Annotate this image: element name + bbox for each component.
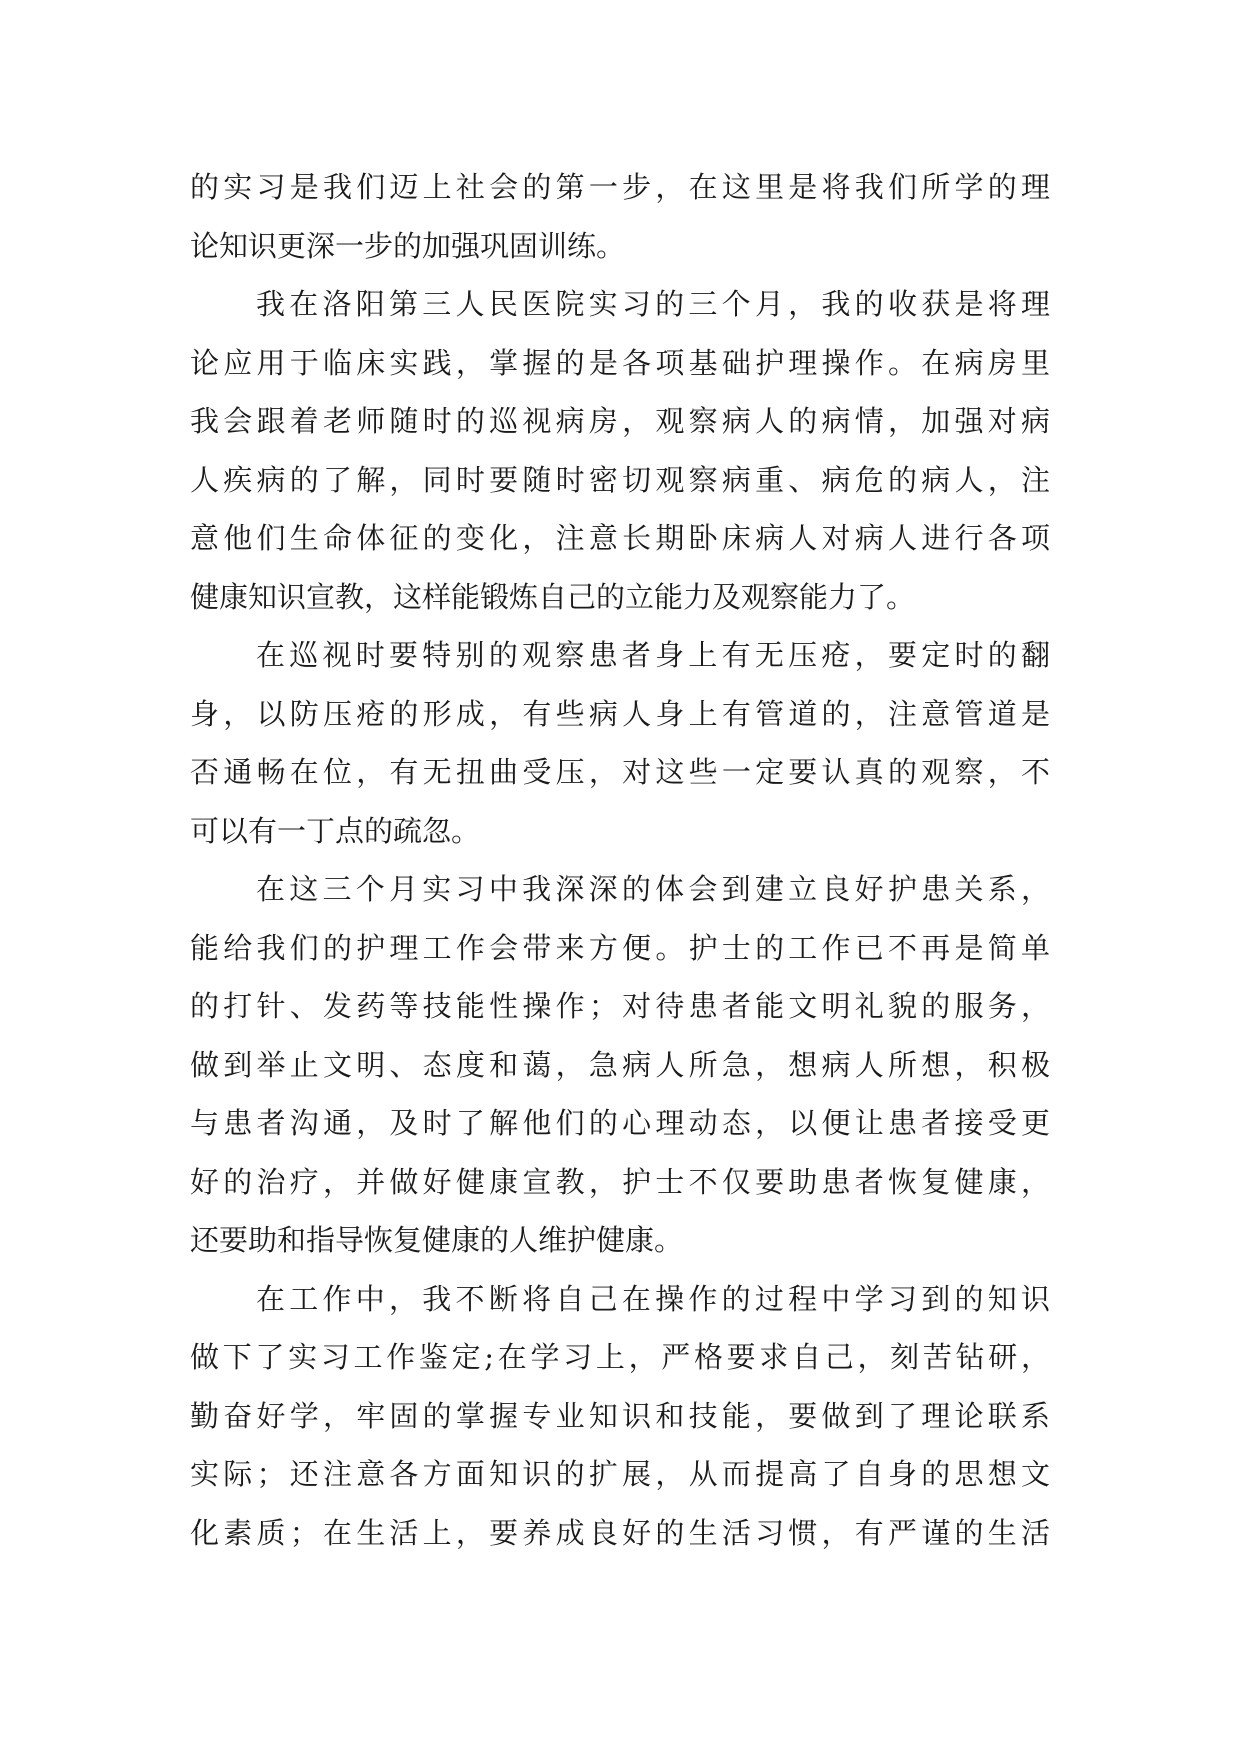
text-line: 否通畅在位，有无扭曲受压，对这些一定要认真的观察，不 <box>190 755 1050 789</box>
text-line: 的打针、发药等技能性操作；对待患者能文明礼貌的服务， <box>190 989 1050 1023</box>
text-line: 的实习是我们迈上社会的第一步，在这里是将我们所学的理 <box>190 170 1050 204</box>
text-line: 勤奋好学，牢固的掌握专业知识和技能，要做到了理论联系 <box>190 1398 1050 1433</box>
text-line: 好的治疗，并做好健康宣教，护士不仅要助患者恢复健康， <box>190 1164 1050 1199</box>
text-line: 还要助和指导恢复健康的人维护健康。 <box>190 1223 684 1257</box>
text-line: 化素质；在生活上，要养成良好的生活习惯，有严谨的生活 <box>190 1515 1050 1550</box>
text-line: 在巡视时要特别的观察患者身上有无压疮，要定时的翻 <box>256 638 1050 672</box>
text-line: 论应用于临床实践，掌握的是各项基础护理操作。在病房里 <box>190 345 1050 380</box>
text-line: 我会跟着老师随时的巡视病房，观察病人的病情，加强对病 <box>190 404 1050 438</box>
text-line: 论知识更深一步的加强巩固训练。 <box>190 228 626 263</box>
text-line: 在这三个月实习中我深深的体会到建立良好护患关系， <box>256 872 1050 906</box>
text-line: 在工作中，我不断将自己在操作的过程中学习到的知识 <box>256 1281 1050 1316</box>
text-line: 人疾病的了解，同时要随时密切观察病重、病危的病人，注 <box>190 462 1050 497</box>
text-line: 身，以防压疮的形成，有些病人身上有管道的，注意管道是 <box>190 696 1050 731</box>
text-line: 我在洛阳第三人民医院实习的三个月，我的收获是将理 <box>256 287 1050 321</box>
text-line: 做下了实习工作鉴定;在学习上，严格要求自己，刻苦钻研， <box>190 1340 1050 1374</box>
text-line: 意他们生命体征的变化，注意长期卧床病人对病人进行各项 <box>190 521 1050 555</box>
body-text <box>190 158 1050 1562</box>
text-line: 可以有一丁点的疏忽。 <box>190 813 481 848</box>
text-line: 实际；还注意各方面知识的扩展，从而提高了自身的思想文 <box>190 1457 1050 1491</box>
text-line: 做到举止文明、态度和蔼，急病人所急，想病人所想，积极 <box>190 1047 1050 1082</box>
text-line: 能给我们的护理工作会带来方便。护士的工作已不再是简单 <box>190 930 1050 965</box>
text-line: 与患者沟通，及时了解他们的心理动态，以便让患者接受更 <box>190 1106 1050 1140</box>
text-line: 健康知识宣教，这样能锻炼自己的立能力及观察能力了。 <box>190 579 916 614</box>
